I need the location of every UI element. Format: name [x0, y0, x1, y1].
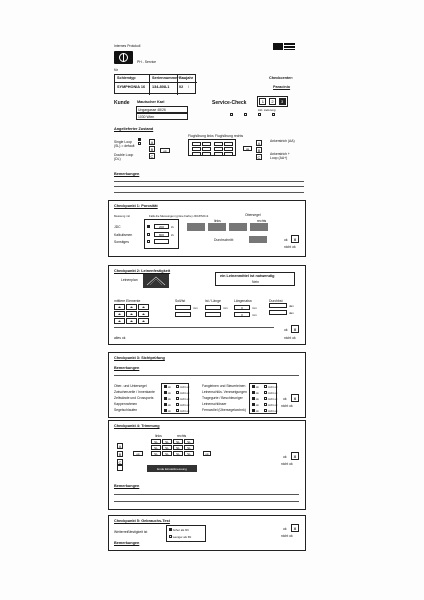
delivered-ok-button[interactable]: ok: [160, 148, 170, 153]
address-line-2[interactable]: [136, 113, 188, 120]
cp2-ok-check[interactable]: X: [291, 325, 299, 333]
loop-checks: [138, 138, 141, 145]
anker-c-button[interactable]: C: [257, 154, 261, 160]
cp4-bemerkungen: Bemerkungen: [114, 484, 140, 488]
cp4-cell[interactable]: SL: [151, 451, 161, 456]
address-line-2-text: 1030 Wien: [138, 115, 155, 119]
cp1-obersegel: Obersegel: [245, 213, 261, 217]
cp3-ok: ok: [167, 409, 171, 413]
cp2-steppers: [114, 304, 149, 324]
cp1-input-box: [144, 219, 179, 249]
service-box-3[interactable]: 3: [279, 98, 286, 105]
cp4-cell[interactable]: SL: [173, 451, 183, 456]
schirmtyp-value: SYMPHONIA 16: [117, 85, 146, 89]
flug-rechts-label: Flughöhung rechts: [215, 134, 244, 138]
checkcenter-label: Checkcenter:: [269, 76, 294, 80]
cp2-leinenplan: Leinenplan: [121, 278, 138, 282]
cp3-item: Zellwände und Crossports: [114, 396, 154, 400]
loop-check-2[interactable]: [138, 142, 141, 145]
cp1-durchschnitt: Durchschnitt:: [214, 238, 234, 242]
flug-cell[interactable]: [202, 142, 211, 146]
cp4-cell[interactable]: SL: [162, 439, 172, 444]
cp2-ist-input[interactable]: [205, 312, 221, 317]
cp1-measure-3[interactable]: [229, 223, 247, 231]
cp3-item: Leinenschlösser: [202, 402, 227, 406]
cp2-stepper[interactable]: ◂▸: [114, 311, 125, 317]
note-line[interactable]: [114, 192, 304, 193]
cp4-a-button[interactable]: A: [118, 443, 122, 449]
cp1-value-kalk[interactable]: 800: [154, 232, 169, 237]
cp2-warn-answer: Nein: [252, 280, 259, 284]
delivered-title: Angelieferter Zustand: [114, 127, 154, 131]
cp4-end-button[interactable]: Ende Einstellmessung: [147, 465, 197, 472]
cp4-abc: [117, 443, 123, 465]
cp4-cell[interactable]: SL: [173, 439, 183, 444]
cp2-warn-box: [215, 272, 295, 286]
cp5-ok-label: ok: [283, 527, 287, 531]
cp4-cell[interactable]: SL: [184, 451, 194, 456]
baujahr-suffix: /: [188, 85, 189, 89]
cp2-durch-input[interactable]: [269, 303, 287, 308]
header-col-baujahr: Baujahr: [179, 76, 194, 80]
radio-2[interactable]: [244, 113, 247, 116]
cp3-ok: ok: [255, 391, 259, 395]
logo-icon: [114, 51, 133, 64]
cp5-title: Checkpunkt 5: Gebrauchs-Test: [114, 519, 170, 523]
service-radios: [230, 113, 290, 116]
cp4-grid: [151, 439, 195, 461]
checkpoint-4-panel: [108, 420, 306, 510]
cp3-title: Checkpunkt 3: Sichtprüfung: [114, 356, 165, 360]
logo: [114, 51, 133, 64]
cp3-item: Fernwollel (Übersegelwohnk): [202, 408, 246, 412]
cp2-stepper[interactable]: ◂▸: [126, 304, 137, 310]
cp2-unit: mm: [252, 313, 257, 317]
cp5-nicht-ok-label: nicht ok: [281, 534, 293, 538]
cp3-nicht-ok: nicht ok: [179, 403, 190, 407]
service-check-selector[interactable]: [257, 96, 288, 107]
cp4-title: Checkpunkt 4: Trimmung: [114, 424, 160, 428]
cp2-stepper[interactable]: ◂▸: [126, 318, 137, 324]
cp3-ok: ok: [255, 385, 259, 389]
cp3-ok: ok: [255, 397, 259, 401]
cp3-nicht-ok: nicht ok: [179, 397, 190, 401]
cp1-radio-sonst[interactable]: [147, 240, 150, 243]
cp4-nicht-ok-label: nicht ok: [281, 462, 293, 466]
cp2-leinenplan-image: [143, 274, 169, 288]
cp2-unit: mm: [193, 306, 198, 310]
cp1-hint: Falls die Messungen (grüne Farbe) JDC/PM/mit: [149, 214, 209, 218]
cp5-opt1-radio[interactable]: [169, 528, 172, 531]
radio-3[interactable]: [258, 113, 261, 116]
cp4-b-button[interactable]: B: [118, 451, 122, 457]
company-label: Internes Protokoll: [114, 44, 141, 48]
cp3-ok: ok: [255, 409, 259, 413]
abc-a-button[interactable]: A: [150, 139, 154, 145]
cp2-unit2: dan: [289, 311, 294, 315]
cp2-stepper[interactable]: ◂▸: [126, 311, 137, 317]
cp3-left-checks: [161, 383, 189, 414]
cp4-links: links: [155, 434, 162, 438]
flug-cell[interactable]: [192, 152, 201, 156]
department-label: PH - Service: [137, 60, 157, 64]
cp3-nicht-ok: nicht ok: [179, 391, 190, 395]
note-line[interactable]: [114, 375, 299, 376]
ankerstrich-a-label: Ankerstrich (AA): [270, 139, 295, 143]
cp4-cell[interactable]: SL: [162, 445, 172, 450]
cp4-cell[interactable]: SL: [151, 445, 161, 450]
serial-value: 134-808-1: [152, 85, 170, 89]
cp1-measure-2[interactable]: [208, 223, 226, 231]
cp4-cell[interactable]: SL: [184, 439, 194, 444]
cp2-stepper[interactable]: ◂▸: [138, 311, 149, 317]
cp1-average-value[interactable]: [249, 236, 267, 243]
cp2-col-soll: Soll/Ist: [175, 299, 186, 303]
flug-cell[interactable]: [202, 152, 211, 156]
cp4-extra-button[interactable]: [117, 465, 123, 471]
cp2-nicht-ok-label: nicht ok: [284, 336, 296, 340]
cp3-nicht-ok: nicht ok: [267, 409, 278, 413]
cp3-bemerkungen: Bemerkungen: [114, 366, 140, 370]
cp3-nicht-ok: nicht ok: [179, 409, 190, 413]
cp1-unit: l/s: [171, 233, 174, 237]
flug-cell[interactable]: [224, 142, 233, 146]
cp3-nicht-ok-label: nicht ok: [281, 404, 293, 408]
header-col-serial: Seriennummer: [152, 76, 179, 80]
flug-cell[interactable]: [202, 147, 211, 151]
anker-a-button[interactable]: A: [257, 140, 261, 146]
cp5-opt2: weniger als 6N: [172, 535, 192, 539]
cp1-radio-jdc[interactable]: [147, 225, 150, 228]
cp1-rechts: rechts: [257, 219, 267, 223]
anker-abc: [256, 140, 262, 160]
cp2-col-mittlere: mittlere Elemente: [114, 299, 141, 303]
service-box-2[interactable]: 2: [269, 98, 276, 105]
cp2-col-laenge: Längenabw.: [234, 299, 253, 303]
anker-b-button[interactable]: B: [257, 147, 261, 153]
cp2-col-durch: Durchbst: [269, 299, 283, 303]
cp1-value-jdc[interactable]: 200: [154, 224, 169, 229]
address-line-1-text: Ungargasse 48/26: [138, 108, 166, 112]
cp3-nicht-ok: nicht ok: [267, 397, 278, 401]
cp3-ok-label: ok: [283, 397, 287, 401]
cp3-ok: ok: [167, 385, 171, 389]
cp3-item: Zwischenzelle / Innenkante: [114, 390, 155, 394]
cp4-cell[interactable]: SL: [173, 445, 183, 450]
kunde-name: Mautscher Karl: [137, 100, 165, 104]
cp1-ok-check[interactable]: X: [291, 235, 299, 243]
loop-check-1[interactable]: [138, 138, 141, 141]
cp5-options: [166, 525, 206, 542]
abc-b-button[interactable]: B: [150, 146, 154, 152]
cp4-ok-right[interactable]: ok: [203, 451, 211, 456]
cp5-opt2-radio[interactable]: [169, 535, 172, 538]
checkpoint-2-panel: [108, 265, 306, 345]
cp3-item: Tragegurte / Beschleuniger: [202, 396, 243, 400]
cp1-measure-4[interactable]: [250, 223, 268, 231]
address-line-1[interactable]: [136, 106, 188, 113]
flug-links-label: Flughöhung links: [188, 134, 214, 138]
cp1-unit: l/s: [171, 225, 174, 229]
header-table: [114, 74, 196, 94]
cp2-warn-text: ein Leinenmittel ist notwendig: [220, 274, 275, 278]
note-line[interactable]: [114, 181, 304, 182]
cp3-item: Ober- und Untersegel: [114, 384, 147, 388]
cp4-cell[interactable]: SL: [184, 445, 194, 450]
cp2-laenge-input-2[interactable]: 0: [234, 312, 250, 317]
cp2-ok-label: ok: [284, 328, 288, 332]
checkcenter-value: Paracinio: [273, 85, 291, 89]
cp2-unit: mm: [223, 306, 228, 310]
fur-label: für: [114, 68, 118, 72]
radio-4[interactable]: [272, 113, 275, 116]
cp2-title: Checkpunkt 2: Leinenfestigkeit: [114, 269, 171, 273]
bemerkungen-1-label: Bemerkungen: [114, 172, 140, 176]
service-note: inkl. Lieferung: [258, 108, 276, 112]
cp1-title: Checkpunkt 1: Porosität: [114, 204, 158, 208]
cp4-ok-small[interactable]: ok: [133, 451, 143, 456]
cp3-item: Segelschlaufen: [114, 408, 138, 412]
flug-cell[interactable]: [214, 152, 223, 156]
flug-cell[interactable]: [224, 147, 233, 151]
cp1-links: links: [214, 219, 221, 223]
cp1-radio-kalk[interactable]: [147, 233, 150, 236]
flug-grid: [188, 139, 236, 156]
cp1-row-jdc: JDC: [114, 225, 121, 229]
cp2-alles-ok: alles ok: [114, 336, 126, 340]
cp2-col-ist: Ist / Länge: [205, 299, 221, 303]
flug-cell[interactable]: [192, 147, 201, 151]
cp1-row-kalk: Kalkulismen: [114, 233, 133, 237]
cp3-right-checks: [249, 383, 277, 414]
cp5-label: Weiterreißfestigkeit ist: [114, 530, 148, 534]
cp2-unit2: dan: [289, 304, 294, 308]
cp2-unit: mm: [252, 306, 257, 310]
cp2-durch-input[interactable]: [269, 310, 287, 315]
cp3-ok: ok: [167, 403, 171, 407]
cp1-value-sonst[interactable]: [154, 239, 169, 244]
service-check-label: Service-Check: [212, 100, 247, 106]
baujahr-value: 02: [179, 85, 184, 89]
cp2-stepper[interactable]: ◂▸: [138, 304, 149, 310]
abc-c-button[interactable]: C: [150, 153, 154, 159]
cp4-ok-check[interactable]: X: [291, 452, 299, 460]
cp3-nicht-ok: nicht ok: [267, 385, 278, 389]
flug-cell[interactable]: [192, 142, 201, 146]
note-line[interactable]: [114, 186, 304, 187]
cp1-ok-label: ok: [284, 238, 288, 242]
single-loop-label: Single Loop (SL) = default: [114, 140, 135, 149]
flug-cell[interactable]: [214, 142, 223, 146]
cp3-ok: ok: [255, 403, 259, 407]
cp2-ist-input[interactable]: [205, 305, 221, 310]
header-col-schirmtyp: Schirmtyp: [117, 76, 136, 80]
cp4-c-button[interactable]: C: [118, 459, 122, 465]
cp1-measure-1[interactable]: [187, 223, 205, 231]
cp3-nicht-ok: nicht ok: [267, 391, 278, 395]
note-line[interactable]: [114, 494, 299, 495]
brand-mark: [273, 43, 295, 50]
cp2-laenge-input-1[interactable]: 0: [234, 305, 250, 310]
flug-cell[interactable]: [224, 152, 233, 156]
cp1-row-sonst: Sonstiges: [114, 240, 129, 244]
service-box-1[interactable]: 1: [259, 98, 266, 105]
note-line[interactable]: [114, 501, 299, 502]
flug-ok-button[interactable]: ok: [243, 146, 252, 151]
cp4-ok-label: ok: [283, 455, 287, 459]
cp3-ok-check[interactable]: X: [291, 394, 299, 402]
cp3-nicht-ok: nicht ok: [179, 385, 190, 389]
cp4-cell[interactable]: SL: [162, 451, 172, 456]
cp2-soll-input[interactable]: [175, 312, 191, 317]
cp3-item: Leinenschlüs. Verzweigungen: [202, 390, 247, 394]
cp4-cell[interactable]: SL: [151, 439, 161, 444]
checkpoint-1-panel: [108, 200, 306, 257]
ankerstrich-b-label: Ankerstrich + Loop (AA+): [270, 152, 290, 161]
abc-buttons: [149, 139, 155, 159]
cp5-ok-check[interactable]: X: [291, 524, 299, 532]
flug-cell[interactable]: [214, 147, 223, 151]
cp2-stepper[interactable]: ◂▸: [114, 304, 125, 310]
cp1-messung: Messung mit: [114, 214, 130, 218]
cp3-item: Fangleinen und Steuerleinen: [202, 384, 246, 388]
cp4-rechts: rechts: [177, 434, 187, 438]
cp3-nicht-ok: nicht ok: [267, 403, 278, 407]
kunde-label: Kunde: [114, 100, 130, 106]
double-loop-label: Double Loop (DL): [114, 153, 134, 162]
cp1-nicht-ok-label: nicht ok: [284, 245, 296, 249]
cp3-ok: ok: [167, 397, 171, 401]
cp2-stepper[interactable]: ◂▸: [138, 318, 149, 324]
checkpoint-3-panel: [108, 352, 306, 418]
cp3-item: Kappenrahmen: [114, 402, 138, 406]
cp5-opt1: höher als 6N: [172, 528, 189, 532]
cp2-stepper[interactable]: ◂▸: [114, 318, 125, 324]
checkpoint-5-panel: [108, 515, 306, 551]
radio-1[interactable]: [230, 113, 233, 116]
cp3-ok: ok: [167, 391, 171, 395]
note-line[interactable]: [114, 327, 274, 328]
cp2-soll-input[interactable]: [175, 305, 191, 310]
cp5-bemerkungen: Bemerkungen: [114, 541, 140, 545]
